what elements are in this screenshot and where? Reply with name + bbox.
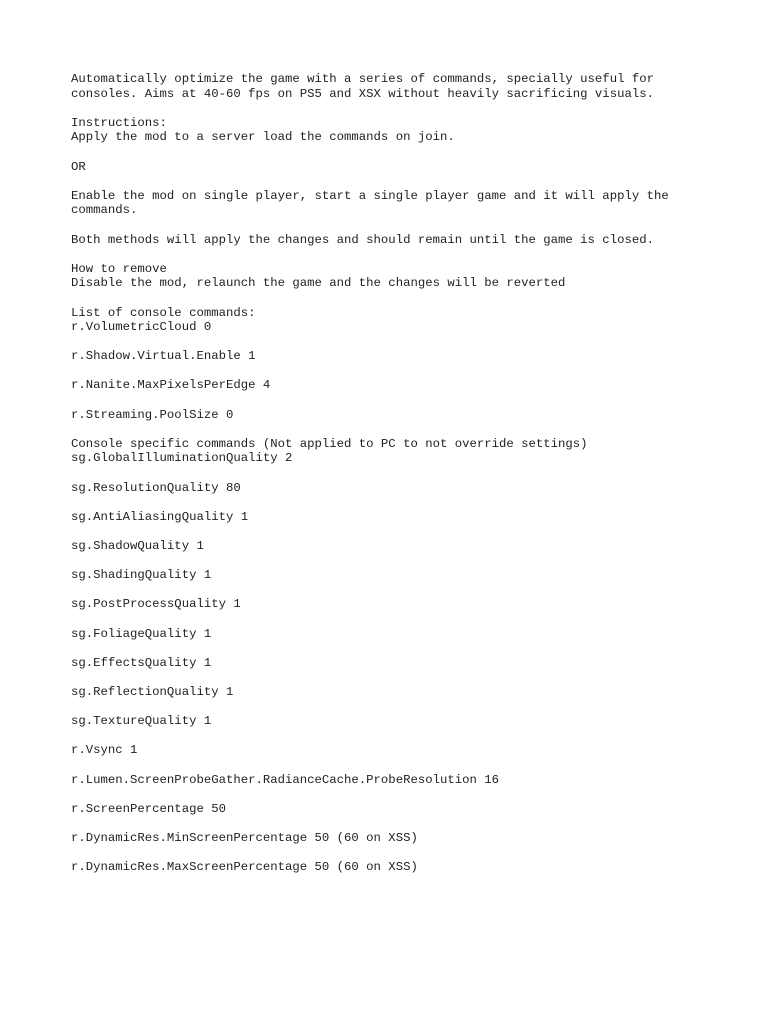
paragraph: [71, 539, 731, 554]
text-line: r.VolumetricCloud 0: [71, 320, 212, 335]
text-line: Enable the mod on single player, start a single player game and it will apply the: [71, 188, 669, 203]
text-line: Apply the mod to a server load the commands on join.: [71, 130, 455, 145]
paragraph: [71, 831, 731, 846]
text-line: sg.ReflectionQuality 1: [71, 684, 234, 699]
text-line: r.Streaming.PoolSize 0: [71, 407, 234, 422]
paragraph: [71, 437, 731, 466]
paragraph: [71, 349, 731, 364]
paragraph: [71, 378, 731, 393]
text-line: sg.AntiAliasingQuality 1: [71, 509, 249, 524]
text-line: sg.TextureQuality 1: [71, 714, 212, 729]
paragraph: [71, 714, 731, 729]
text-line: sg.EffectsQuality 1: [71, 655, 212, 670]
paragraph: [71, 860, 731, 875]
paragraph: [71, 656, 731, 671]
text-line: OR: [71, 159, 86, 174]
text-line: r.DynamicRes.MinScreenPercentage 50 (60 on XSS): [71, 830, 418, 845]
text-line: How to remove: [71, 261, 167, 276]
text-line: sg.GlobalIlluminationQuality 2: [71, 451, 293, 466]
text-line: r.Shadow.Virtual.Enable 1: [71, 349, 256, 364]
text-line: sg.FoliageQuality 1: [71, 626, 212, 641]
paragraph: [71, 481, 731, 496]
paragraph: [71, 773, 731, 788]
text-line: sg.PostProcessQuality 1: [71, 597, 241, 612]
paragraph: [71, 160, 731, 175]
document-body: [71, 72, 731, 889]
text-line: sg.ShadingQuality 1: [71, 568, 212, 583]
text-line: List of console commands:: [71, 305, 256, 320]
text-line: r.DynamicRes.MaxScreenPercentage 50 (60 on XSS): [71, 860, 418, 875]
text-line: Instructions:: [71, 115, 167, 130]
text-line: Console specific commands (Not applied to PC to not override settings): [71, 436, 588, 451]
text-line: Both methods will apply the changes and should remain until the game is closed.: [71, 232, 654, 247]
text-line: Disable the mod, relaunch the game and the changes will be reverted: [71, 276, 566, 291]
text-line: commands.: [71, 203, 138, 218]
paragraph: [71, 685, 731, 700]
paragraph: [71, 306, 731, 335]
paragraph: [71, 408, 731, 423]
paragraph: [71, 116, 731, 145]
text-line: r.Nanite.MaxPixelsPerEdge 4: [71, 378, 271, 393]
paragraph: [71, 233, 731, 248]
paragraph: [71, 743, 731, 758]
text-line: r.ScreenPercentage 50: [71, 801, 226, 816]
paragraph: [71, 627, 731, 642]
paragraph: [71, 802, 731, 817]
paragraph: [71, 72, 731, 101]
text-line: consoles. Aims at 40-60 fps on PS5 and XSX without heavily sacrificing visuals.: [71, 86, 654, 101]
paragraph: [71, 510, 731, 525]
text-line: sg.ShadowQuality 1: [71, 539, 204, 553]
paragraph: [71, 262, 731, 291]
text-line: r.Lumen.ScreenProbeGather.RadianceCache.ProbeResolution 16: [71, 772, 500, 787]
text-line: r.Vsync 1: [71, 743, 138, 758]
paragraph: [71, 597, 731, 612]
text-line: Automatically optimize the game with a series of commands, specially useful for: [71, 72, 654, 86]
text-line: sg.ResolutionQuality 80: [71, 480, 241, 495]
paragraph: [71, 189, 731, 218]
paragraph: [71, 568, 731, 583]
